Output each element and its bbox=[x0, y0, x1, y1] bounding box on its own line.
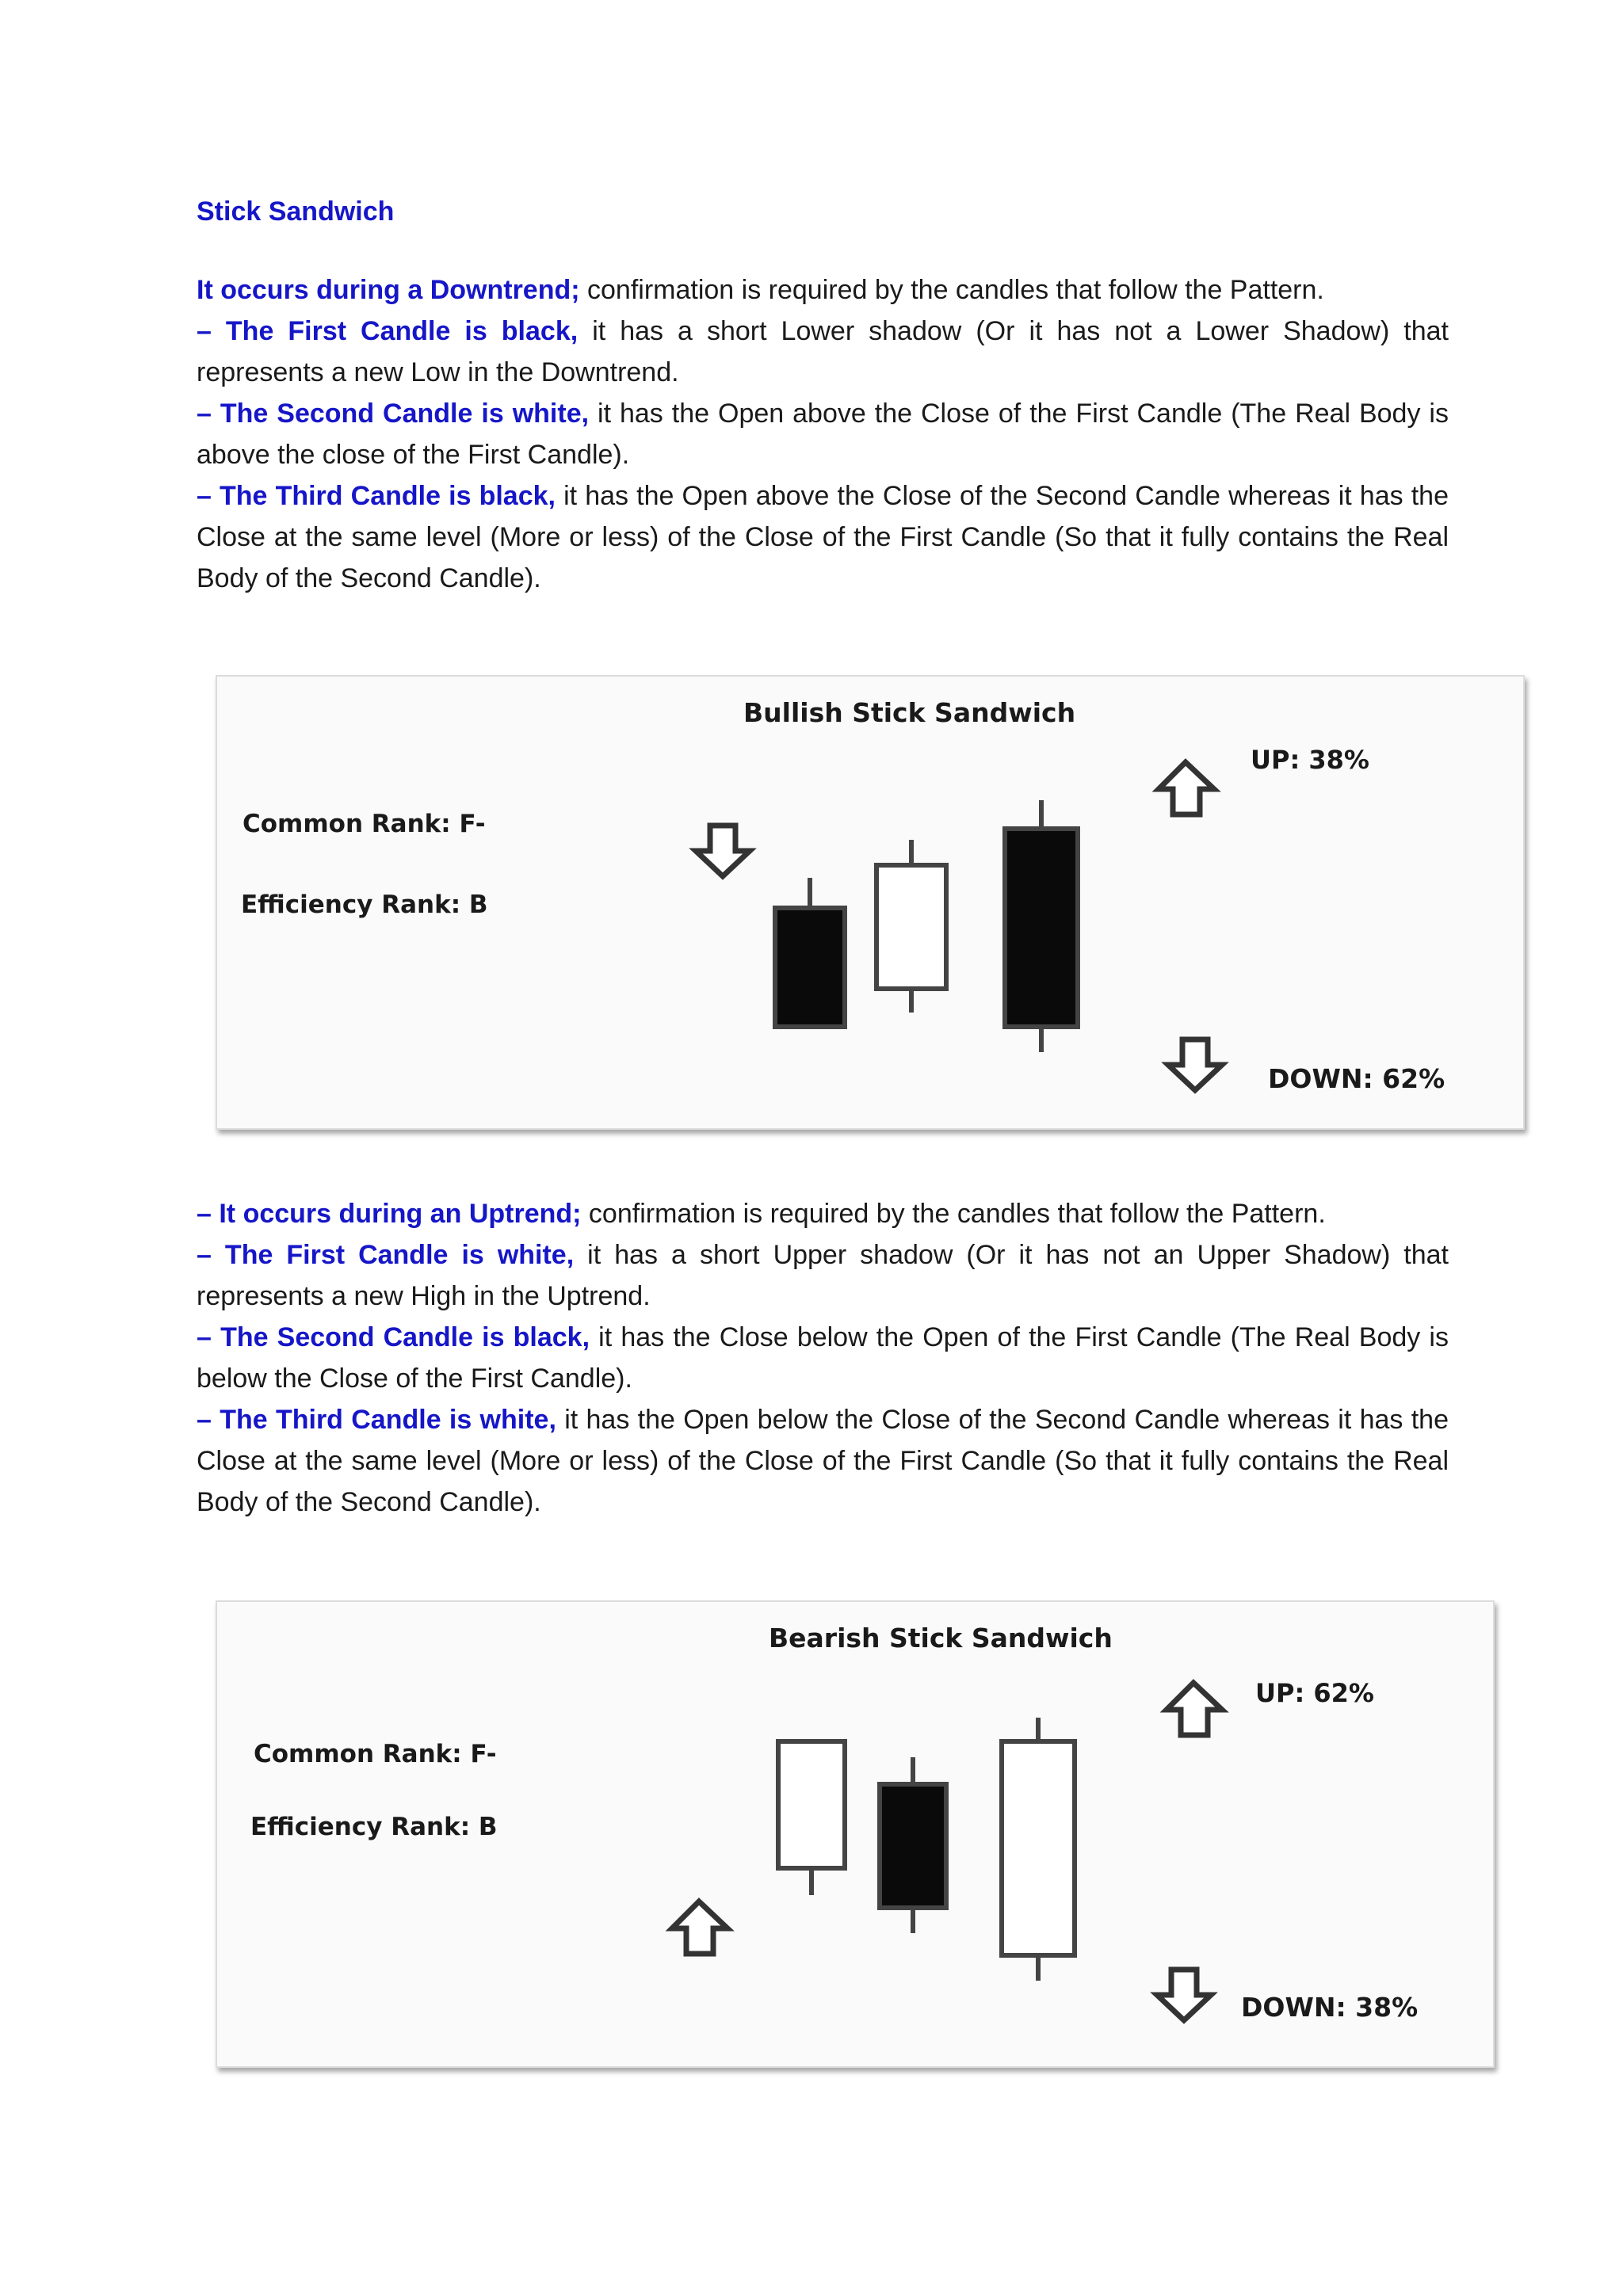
arrow-up-outline-icon bbox=[1159, 762, 1214, 814]
body-text: it has a short Upper shadow (Or it has not an Upper Shadow) that represents a new High in the Uptrend. bbox=[197, 1240, 1449, 1311]
paragraph bbox=[197, 475, 1449, 599]
highlight-text: – The Second Candle is white, bbox=[197, 399, 590, 429]
down-probability-label: DOWN: 62% bbox=[1268, 1063, 1445, 1094]
candle-black bbox=[775, 878, 845, 1027]
body-text: it has the Close below the Open of the First Candle (The Real Body is below the Close of the First Candle). bbox=[197, 1322, 1449, 1394]
highlight-text: – It occurs during an Uptrend; bbox=[197, 1199, 582, 1229]
highlight-text: – The Third Candle is white, bbox=[197, 1405, 556, 1435]
arrow-up-outline-icon bbox=[1167, 1683, 1222, 1735]
uptrend-description bbox=[197, 1193, 1449, 1523]
efficiency-rank-label: Efficiency Rank: B bbox=[241, 891, 488, 919]
bullish-stick-sandwich-figure bbox=[216, 675, 1525, 1130]
highlight-text: – The Second Candle is black, bbox=[197, 1322, 590, 1352]
body-text: it has the Open below the Close of the Second Candle whereas it has the Close at the same level (More or less) of the Close of the First Candle (So that it fully contains the Real Body of the Second Candle). bbox=[197, 1405, 1449, 1517]
paragraph bbox=[197, 311, 1449, 393]
highlight-text: – The First Candle is white, bbox=[197, 1240, 575, 1270]
body-text: it has a short Lower shadow (Or it has not a Lower Shadow) that represents a new Low in the Downtrend. bbox=[197, 316, 1449, 387]
body-text: it has the Open above the Close of the Second Candle whereas it has the Close at the same level (More or less) of the Close of the First Candle (So that it fully contains the Real Body of the Second Candle). bbox=[197, 481, 1449, 593]
paragraph bbox=[197, 1399, 1449, 1523]
highlight-text: It occurs during a Downtrend; bbox=[197, 275, 580, 305]
figure-title: Bearish Stick Sandwich bbox=[769, 1623, 1113, 1653]
candle-white bbox=[778, 1741, 845, 1895]
downtrend-description bbox=[197, 269, 1449, 599]
arrow-down-outline-icon bbox=[696, 826, 750, 876]
paragraph bbox=[197, 393, 1449, 475]
paragraph bbox=[197, 1317, 1449, 1399]
paragraph bbox=[197, 269, 1449, 311]
up-probability-label: UP: 62% bbox=[1255, 1678, 1374, 1708]
paragraph bbox=[197, 1234, 1449, 1317]
arrow-down-outline-icon bbox=[1168, 1039, 1222, 1090]
highlight-text: – The Third Candle is black, bbox=[197, 481, 556, 511]
highlight-text: – The First Candle is black, bbox=[197, 316, 579, 346]
body-text: confirmation is required by the candles that follow the Pattern. bbox=[579, 275, 1324, 305]
candle-black bbox=[880, 1757, 946, 1933]
bearish-stick-sandwich-figure bbox=[216, 1600, 1495, 2068]
common-rank-label: Common Rank: F- bbox=[242, 810, 486, 838]
candle-white bbox=[1002, 1718, 1075, 1981]
paragraph bbox=[197, 1193, 1449, 1234]
common-rank-label: Common Rank: F- bbox=[254, 1740, 497, 1768]
efficiency-rank-label: Efficiency Rank: B bbox=[250, 1813, 498, 1841]
up-probability-label: UP: 38% bbox=[1251, 745, 1369, 775]
arrow-up-outline-icon bbox=[672, 1901, 727, 1954]
body-text: confirmation is required by the candles that follow the Pattern. bbox=[581, 1199, 1326, 1229]
body-text: it has the Open above the Close of the First Candle (The Real Body is above the close of the First Candle). bbox=[197, 399, 1449, 470]
candle-black bbox=[1005, 800, 1078, 1052]
down-probability-label: DOWN: 38% bbox=[1241, 1992, 1419, 2023]
figure-title: Bullish Stick Sandwich bbox=[743, 697, 1076, 728]
candle-white bbox=[876, 840, 946, 1013]
arrow-down-outline-icon bbox=[1157, 1970, 1211, 2020]
section-heading: Stick Sandwich bbox=[197, 196, 395, 227]
